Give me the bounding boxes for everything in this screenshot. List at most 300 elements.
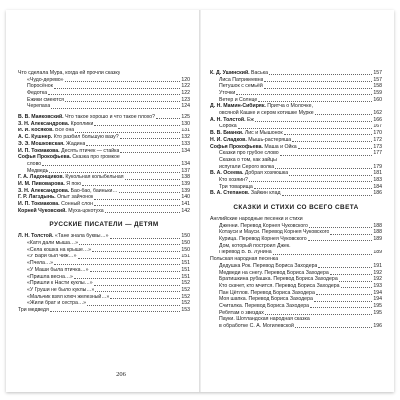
toc-entry	[210, 190, 382, 197]
toc-entry-text: Кукольная колыбельная	[63, 174, 124, 181]
toc-entry	[210, 256, 382, 263]
toc-entry-title	[18, 90, 47, 97]
toc-entry	[18, 233, 190, 240]
toc-entry-text: «Пчела…»	[27, 260, 54, 267]
toc-entry	[210, 276, 382, 283]
toc-entry	[18, 77, 190, 84]
toc-entry-page: 167	[373, 123, 382, 130]
toc-entry-text: Притча о Молочке,	[265, 103, 313, 110]
toc-entry-title	[210, 190, 281, 197]
dot-leader	[75, 132, 180, 133]
toc-entry-text: Черепаха	[27, 103, 51, 110]
toc-entry-title	[18, 280, 93, 287]
toc-entry-page: 151	[181, 253, 190, 260]
dot-leader	[316, 294, 373, 295]
toc-entry-title	[210, 170, 288, 177]
toc-entry-title	[210, 216, 303, 223]
toc-entry-text: Зайкин клад	[249, 190, 281, 197]
toc-entry	[210, 170, 382, 177]
toc-entry-title	[210, 77, 263, 84]
toc-entry-text: Сказка про громкое	[70, 154, 120, 161]
toc-entry-text: Что такое хорошо и что такое плохо?	[63, 114, 156, 121]
toc-entry	[210, 130, 382, 137]
toc-entry-text: Кто хозяин?	[219, 177, 248, 183]
dot-leader	[42, 165, 180, 166]
dot-leader	[308, 240, 373, 241]
dot-leader	[295, 327, 372, 328]
toc-entry	[210, 243, 382, 250]
toc-entry-page: 184	[373, 183, 382, 190]
toc-entry-text: «Пришла весна…»	[27, 273, 73, 280]
toc-entry-text: «Чудо-дерево»	[27, 76, 64, 83]
toc-entry-text: Все она	[53, 127, 75, 134]
toc-entry-text: слово	[27, 160, 42, 167]
toc-entry-page: 188	[373, 222, 382, 229]
toc-entry-page: 138	[181, 174, 190, 181]
toc-entry	[210, 83, 382, 90]
toc-entry-title	[18, 181, 81, 188]
toc-entry	[210, 270, 382, 277]
toc-entry-page: 150	[181, 240, 190, 247]
toc-entry	[18, 280, 190, 287]
toc-entry-author: В. В. Маяковский.	[18, 114, 64, 121]
dot-leader	[310, 307, 372, 308]
toc-entry	[210, 117, 382, 124]
dot-leader	[292, 141, 372, 142]
toc-entry-text: Лиса Патрикеевна	[219, 76, 264, 83]
dot-leader	[255, 121, 372, 122]
toc-entry	[210, 250, 382, 257]
toc-entry-page: 151	[181, 260, 190, 267]
dot-leader	[156, 118, 180, 119]
toc-entry	[210, 110, 382, 117]
toc-entry-page: 152	[181, 293, 190, 300]
toc-entry-title	[18, 260, 53, 267]
toc-entry-text: «У Вари был чиж…»	[27, 253, 77, 260]
toc-entry-title	[18, 77, 64, 84]
dot-leader	[94, 285, 181, 286]
toc-entry-title	[18, 247, 91, 254]
toc-entry-text: Мышь-растеряша	[246, 136, 292, 143]
toc-entry	[18, 70, 190, 77]
dot-leader	[341, 287, 373, 288]
dot-leader	[119, 192, 181, 193]
toc-entry	[210, 290, 382, 297]
toc-entry-text: Опыт зайчонок	[55, 194, 94, 201]
dot-leader	[298, 148, 373, 149]
dot-leader	[264, 88, 373, 89]
toc-entry	[18, 287, 190, 294]
toc-entry-page: 131	[181, 127, 190, 134]
toc-entry-title	[210, 117, 254, 124]
toc-entry-title	[210, 130, 283, 137]
toc-entry-page: 150	[181, 246, 190, 253]
toc-entry-title	[210, 316, 310, 323]
dot-leader	[236, 94, 372, 95]
toc-entry-text: Сказки про грубое слово	[219, 150, 279, 157]
dot-leader	[50, 311, 181, 312]
toc-entry-page: 194	[373, 296, 382, 303]
toc-entry-page: 141	[181, 201, 190, 208]
dot-leader	[82, 185, 180, 186]
dot-leader	[258, 101, 372, 102]
toc-entry-text: Десять птичек — стайка	[59, 147, 120, 154]
toc-entry-title	[210, 296, 313, 303]
toc-entry-author: З. Н. Александрова.	[18, 120, 70, 127]
toc-entry	[210, 236, 382, 243]
toc-entry-text: «Катя дали мыша…»	[27, 240, 78, 247]
dot-leader	[280, 155, 373, 156]
toc-entry	[210, 144, 382, 151]
toc-entry-page: 166	[373, 116, 382, 123]
toc-entry-page: 188	[373, 229, 382, 236]
toc-entry-title	[210, 164, 274, 171]
toc-entry-page: 152	[181, 280, 190, 287]
toc-entry-title	[210, 223, 308, 230]
toc-entry	[18, 148, 190, 155]
toc-entry-title	[210, 290, 315, 297]
toc-entry	[210, 303, 382, 310]
toc-entry-page: 142	[181, 207, 190, 214]
toc-entry-text: Бао-бао, баиньки…	[69, 187, 118, 194]
toc-entry-text: Котауси и Мауси. Перевод Корнея Чуковского	[219, 229, 330, 236]
toc-entry-text: Лис и Мышонок	[243, 130, 283, 137]
toc-entry	[210, 263, 382, 270]
toc-entry	[18, 83, 190, 90]
toc-entry-title	[18, 194, 93, 201]
toc-entry-author: Л. Н. Толстой.	[18, 233, 54, 240]
toc-entry-page: 122	[181, 83, 190, 90]
toc-entry-author: Д. Н. Мамин-Сибиряк.	[210, 103, 266, 110]
toc-entry-title	[18, 114, 155, 121]
toc-entry-text: Я пою	[64, 181, 82, 187]
toc-entry-text: Кто скачет, кто мчится. Перевод Бориса Заходера	[219, 282, 340, 289]
toc-entry	[18, 194, 190, 201]
toc-entry	[18, 294, 190, 301]
toc-entry-text: Ребятам о звездах	[219, 309, 264, 316]
toc-entry-text: Дом, который построил Джек.	[219, 242, 291, 249]
toc-entry-page: 157	[373, 76, 382, 83]
dot-leader	[289, 175, 372, 176]
section-title: РУССКИЕ ПИСАТЕЛИ — ДЕТЯМ	[49, 221, 159, 229]
toc-entry-text: Дженни. Перевод Корнея Чуковского	[219, 222, 308, 229]
toc-entry-title	[210, 97, 257, 104]
toc-entry-author: Г. Р. Лагздынь.	[18, 194, 56, 201]
toc-entry-author: И. М. Пивоварова.	[18, 181, 65, 187]
toc-entry-author: Корней Чуковский.	[18, 207, 67, 214]
toc-entry	[18, 97, 190, 104]
toc-entry-title	[210, 70, 268, 77]
toc-entry	[18, 103, 190, 110]
dot-leader	[90, 271, 181, 272]
toc-entry-page: 192	[373, 269, 382, 276]
toc-entry-text: Польская народная песенка	[210, 256, 279, 263]
toc-entry-author: В. В. Бианки.	[210, 130, 244, 137]
toc-entry	[18, 267, 190, 274]
toc-entry-title	[18, 267, 89, 274]
dot-leader	[120, 138, 181, 139]
toc-entry-title	[18, 240, 78, 247]
toc-entry-title	[18, 208, 104, 215]
toc-entry-text: Три товарища	[219, 183, 253, 190]
dot-leader	[78, 258, 181, 259]
toc-entry-author: И. И. Косяков.	[18, 127, 54, 134]
dot-leader	[65, 101, 180, 102]
toc-entry	[18, 154, 190, 161]
toc-entry	[210, 296, 382, 303]
toc-entry-text: «У Груши не было куклы…»	[27, 286, 95, 293]
toc-entry-text: Ёж	[245, 116, 254, 123]
toc-entry-title	[210, 236, 307, 243]
toc-entry-title	[210, 243, 291, 250]
toc-entry-text: Ёжики смеются	[27, 96, 64, 103]
toc-entry-text: Федотка	[27, 90, 48, 97]
toc-entry-author: И. П. Токмакова.	[18, 147, 60, 154]
toc-entry-title	[18, 294, 109, 301]
toc-entry-title	[18, 168, 48, 175]
page-number: 206	[116, 371, 126, 378]
dot-leader	[309, 227, 372, 228]
toc-entry-title	[18, 300, 86, 307]
toc-entry-page: 177	[373, 150, 382, 157]
toc-entry-title	[210, 283, 340, 290]
toc-entry-title	[210, 177, 248, 184]
toc-entry-title	[210, 184, 253, 191]
toc-entry-text: овсяной Кашке и сером котишке Мурке	[219, 110, 314, 117]
toc-entry-text: Сонный слон	[59, 201, 93, 208]
toc-entry	[210, 157, 382, 164]
toc-entry-page: 152	[181, 300, 190, 307]
dot-leader	[110, 238, 181, 239]
toc-entry	[210, 283, 382, 290]
dot-leader	[315, 114, 373, 115]
dot-leader	[269, 74, 372, 75]
toc-entry-page: 196	[373, 323, 382, 330]
toc-entry-title	[18, 97, 64, 104]
toc-entry	[18, 114, 190, 121]
toc-entry-title	[18, 83, 53, 90]
toc-entry-title	[210, 110, 314, 117]
dot-leader	[51, 108, 180, 109]
toc-entry	[18, 260, 190, 267]
toc-entry-page: 181	[373, 170, 382, 177]
toc-entry-author: А. Н. Толстой.	[210, 116, 246, 123]
toc-entry-title	[210, 276, 338, 283]
toc-entry-text: Пан Цётлов. Перевод Бориса Заходера	[219, 289, 315, 296]
dot-leader	[74, 278, 180, 279]
left-page	[18, 70, 190, 314]
toc-entry-page: 195	[373, 303, 382, 309]
toc-entry-page: 150	[181, 233, 190, 240]
toc-entry	[210, 310, 382, 317]
toc-entry-title	[18, 148, 119, 155]
section-title: СКАЗКИ И СТИХИ СО ВСЕГО СВЕТА	[233, 204, 359, 212]
toc-entry	[18, 240, 190, 247]
dot-leader	[87, 305, 180, 306]
toc-entry-title	[18, 188, 118, 195]
toc-entry-author: Г. А. Ладонщиков.	[18, 174, 64, 181]
toc-entry-text: Братишкина рубашка. Перевод Бориса Заходера	[219, 276, 338, 283]
toc-entry-author: Софья Прокофьева.	[18, 154, 71, 161]
toc-entry-title	[210, 323, 294, 330]
toc-entry-page: 124	[181, 103, 190, 110]
toc-entry	[18, 307, 190, 314]
toc-entry-page: 151	[181, 266, 190, 273]
dot-leader	[110, 298, 180, 299]
toc-entry-text: «Мальчик взял ключ железный…»	[27, 293, 110, 300]
toc-entry-author: К. Д. Ушинский.	[210, 70, 250, 76]
toc-entry-title	[18, 201, 93, 208]
dot-leader	[105, 212, 181, 213]
toc-entry-text: Поросёнок	[27, 83, 53, 90]
toc-entry-title	[210, 150, 279, 157]
toc-entry-page: 189	[373, 236, 382, 243]
toc-entry-page: 160	[373, 96, 382, 103]
toc-entry-page: 162	[373, 110, 382, 117]
toc-entry-author: И. П. Токмакова.	[18, 201, 60, 208]
toc-entry-page: 120	[181, 76, 190, 83]
toc-entry-page: 140	[181, 194, 190, 201]
toc-entry-title	[210, 270, 329, 277]
toc-entry-title	[18, 128, 74, 135]
toc-entry	[210, 137, 382, 144]
toc-entry-page: 132	[181, 134, 190, 141]
toc-entry	[210, 177, 382, 184]
toc-entry-title	[18, 103, 50, 110]
toc-entry	[210, 90, 382, 97]
toc-entry-text: Кроплики	[69, 120, 94, 127]
toc-entry-page: 125	[181, 114, 190, 121]
toc-entry-page: 158	[373, 83, 382, 90]
toc-entry-text: Уточки	[219, 90, 236, 97]
toc-entry-page: 193	[373, 282, 382, 289]
dot-leader	[79, 244, 180, 245]
toc-entry	[18, 141, 190, 148]
toc-entry	[210, 124, 382, 131]
toc-entry-title	[210, 229, 329, 236]
dot-leader	[120, 152, 180, 153]
dot-leader	[238, 128, 373, 129]
dot-leader	[54, 264, 180, 265]
toc-entry-title	[18, 141, 85, 148]
toc-entry-title	[18, 161, 41, 168]
toc-entry-title	[210, 103, 313, 110]
toc-entry-page: 153	[181, 307, 190, 313]
toc-entry-title	[18, 254, 77, 261]
toc-entry-text: «Жили брат и сестра…»	[27, 300, 87, 307]
toc-entry-title	[210, 263, 317, 270]
toc-entry-text: Сказка о том, как зайцы	[219, 156, 277, 163]
toc-entry-title	[18, 274, 73, 281]
toc-entry-page: 192	[373, 276, 382, 283]
dot-leader	[330, 234, 372, 235]
toc-entry	[210, 223, 382, 230]
toc-entry-page: 173	[373, 143, 382, 150]
dot-leader	[65, 81, 181, 82]
dot-leader	[254, 188, 373, 189]
toc-entry-text: в обработке С. А. Могилевской	[219, 323, 294, 330]
toc-entry-page: 172	[373, 136, 382, 143]
toc-entry	[18, 300, 190, 307]
toc-entry	[18, 121, 190, 128]
dot-leader	[94, 125, 180, 126]
toc-entry-author: З. Н. Александрова.	[18, 187, 70, 194]
toc-entry	[18, 188, 190, 195]
toc-entry-page: 139	[181, 181, 190, 187]
toc-entry-page: 130	[181, 120, 190, 127]
toc-entry-page: 179	[373, 163, 382, 170]
dot-leader	[282, 195, 373, 196]
dot-leader	[330, 274, 373, 275]
toc-entry-text: «Села кошка на крыше…»	[27, 246, 91, 253]
toc-entry-page: 194	[373, 289, 382, 296]
toc-entry-page: 122	[181, 90, 190, 97]
toc-entry-title	[210, 310, 264, 317]
toc-entry-text: испугали Серого волка	[219, 163, 275, 170]
toc-entry-text: Васька	[249, 70, 268, 76]
toc-entry-title	[210, 124, 237, 131]
toc-entry-title	[210, 250, 272, 257]
toc-entry-page: 191	[373, 262, 382, 269]
book-spread	[6, 10, 394, 392]
dot-leader	[275, 168, 372, 169]
book-spine	[199, 10, 201, 392]
toc-entry-text: Английские народные песенки и стихи	[210, 216, 303, 223]
dot-leader	[95, 291, 180, 292]
toc-entry-text: Считалка. Перевод Бориса Заходера	[219, 303, 309, 309]
toc-entry-author: В. А. Степанов.	[210, 190, 250, 197]
dot-leader	[48, 94, 180, 95]
dot-leader	[86, 145, 180, 146]
toc-entry-page: 170	[373, 130, 382, 137]
toc-entry-text: Маша и Ойка	[262, 143, 297, 150]
toc-entry-page: 159	[373, 90, 382, 97]
toc-entry	[210, 70, 382, 77]
toc-entry-text: Сорока	[219, 123, 237, 130]
toc-entry	[18, 90, 190, 97]
toc-entry-page: 195	[373, 309, 382, 316]
toc-entry-author: В. А. Осеева.	[210, 170, 244, 177]
toc-entry-text: Перевод В. В. Лунина	[219, 249, 272, 256]
toc-entry-text: Ветер и Солнце	[219, 96, 258, 103]
toc-entry	[18, 161, 190, 168]
dot-leader	[54, 88, 180, 89]
toc-entry-page: 139	[181, 187, 190, 194]
dot-leader	[339, 281, 373, 282]
toc-entry-author: Н. И. Сладков.	[210, 136, 247, 143]
dot-leader	[284, 134, 373, 135]
toc-entry-text: Муха-цокотуха	[66, 207, 104, 214]
toc-entry-text: Три медведя	[18, 307, 49, 313]
toc-entry	[210, 229, 382, 236]
toc-entry-author: Э. Э. Мошковская.	[18, 140, 65, 147]
toc-entry	[18, 247, 190, 254]
toc-entry-title	[210, 144, 297, 151]
toc-entry	[18, 174, 190, 181]
toc-entry-text: Добрая хозяюшка	[243, 170, 289, 177]
dot-leader	[273, 254, 373, 255]
dot-leader	[318, 267, 372, 268]
toc-entry-title	[18, 287, 94, 294]
toc-entry-author: А. С. Кушнер.	[18, 134, 53, 141]
toc-entry	[210, 97, 382, 104]
toc-entry-page: 189	[373, 249, 382, 256]
toc-entry	[210, 77, 382, 84]
toc-entry	[18, 208, 190, 215]
toc-entry-text: Что сделала Мура, когда ей прочли сказку	[18, 70, 121, 76]
dot-leader	[92, 251, 180, 252]
toc-entry	[210, 184, 382, 191]
